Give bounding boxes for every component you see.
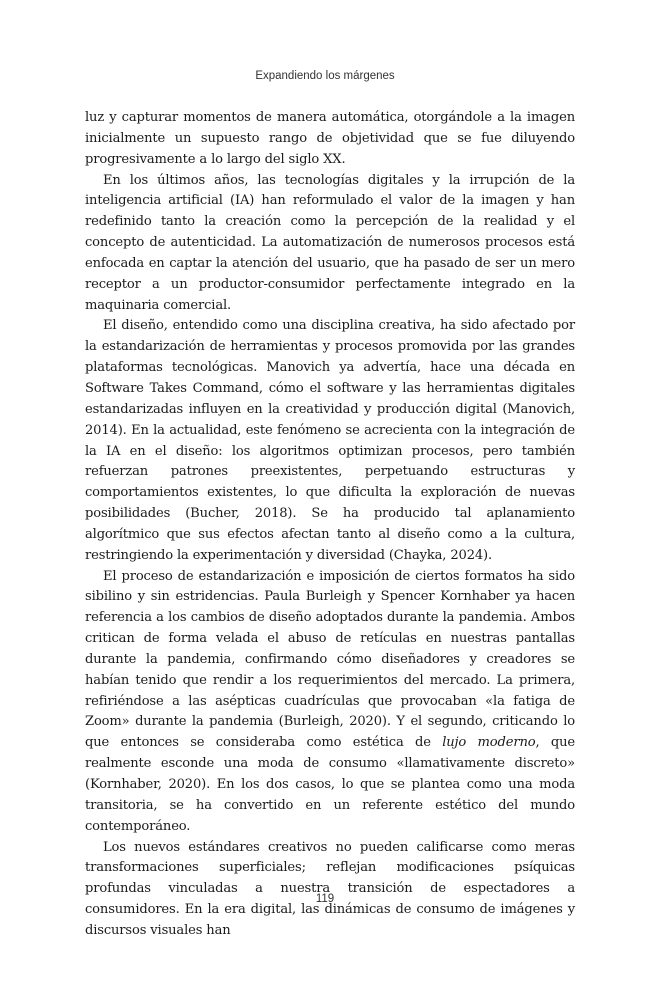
page-number: 119 (315, 893, 335, 905)
running-head: Expandiendo los márgenes (255, 70, 395, 82)
paragraph-4-part-1: El proceso de estandarización e imposición de ciertos formatos ha sido sibilino y sin estridencias. Paula Burleigh y Spencer Kornhaber ya hacen referencia a los cambios de diseño adoptados durante la pandemia. Ambos critican de forma velada el abuso de retículas en nuestras pantallas durante la pandemia, confirmando cómo diseñadores y creadores se habían tenido que rendir a los requerimientos del mercado. La primera, refiriéndose a las asépticas cuadrículas que provocaban «la fatiga de Zoom» durante la pandemia (Burleigh, 2020). Y el segundo, criticando lo que entonces se consideraba como estética de (85, 568, 575, 751)
paragraph-4-italic: lujo moderno (442, 735, 536, 751)
paragraph-4 (85, 567, 575, 838)
body-text (85, 108, 575, 942)
paragraph-4-part-2: , que realmente esconde una moda de consumo «llamativamente discreto» (Kornhaber, 2020). En los dos casos, lo que se plantea como una moda transitoria, se ha convertido en un referente estético del mundo contemporáneo. (85, 735, 575, 834)
paragraph-2: En los últimos años, las tecnologías digitales y la irrupción de la inteligencia artificial (IA) han reformulado el valor de la imagen y han redefinido tanto la creación como la percepción de la realidad y el concepto de autenticidad. La automatización de numerosos procesos está enfocada en captar la atención del usuario, que ha pasado de ser un mero receptor a un productor-consumidor perfectamente integrado en la maquinaria comercial. (85, 172, 575, 313)
paragraph-1: luz y capturar momentos de manera automática, otorgándole a la imagen inicialmente un supuesto rango de objetividad que se fue diluyendo progresivamente a lo largo del siglo XX. (85, 110, 575, 167)
paragraph-3: El diseño, entendido como una disciplina creativa, ha sido afectado por la estandarización de herramientas y procesos promovida por las grandes plataformas tecnológicas. Manovich ya advertía, hace una década en Software Takes Command, cómo el software y las herramientas digitales estandarizadas influyen en la creatividad y producción digital (Manovich, 2014). En la actualidad, este fenómeno se acrecienta con la integración de la IA en el diseño: los algoritmos optimizan procesos, pero también refuerzan patrones preexistentes, perpetuando estructuras y comportamientos existentes, lo que dificulta la exploración de nuevas posibilidades (Bucher, 2018). Se ha producido tal aplanamiento algorítmico que sus efectos afectan tanto al diseño como a la cultura, restringiendo la experimentación y diversidad (Chayka, 2024). (85, 318, 575, 563)
paragraph-5: Los nuevos estándares creativos no pueden calificarse como meras transformaciones superficiales; reflejan modificaciones psíquicas profundas vinculadas a nuestra transición de espectadores a consumidores. En la era digital, las dinámicas de consumo de imágenes y discursos visuales han (85, 839, 575, 938)
